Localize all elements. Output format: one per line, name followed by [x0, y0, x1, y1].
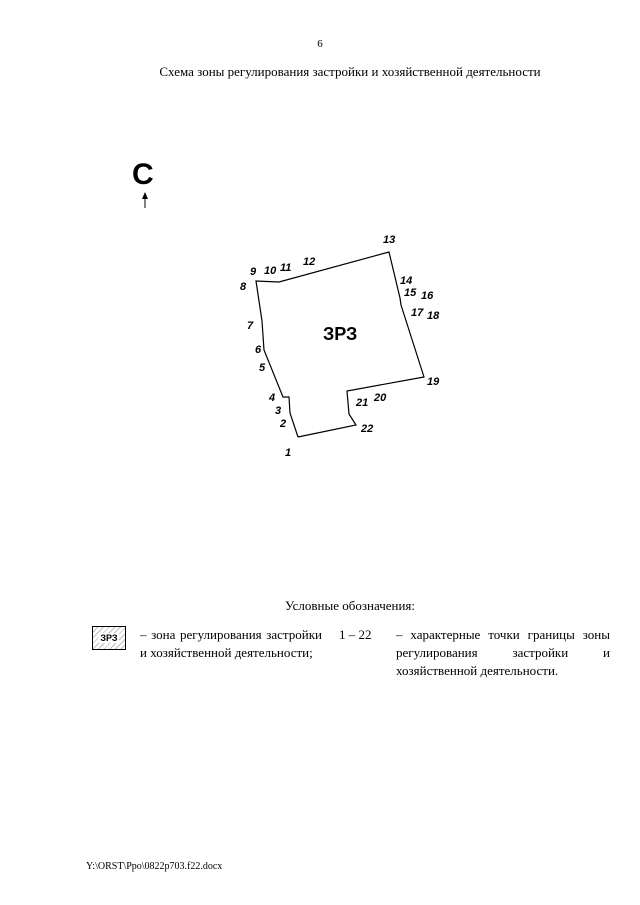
point-label-15: 15 [404, 287, 417, 299]
point-label-7: 7 [247, 320, 254, 332]
footer-file-path: Y:\ORST\Ppo\0822p703.f22.docx [86, 861, 223, 872]
point-label-18: 18 [427, 310, 440, 322]
point-label-9: 9 [250, 266, 257, 278]
point-label-11: 11 [280, 262, 292, 274]
point-label-2: 2 [280, 418, 287, 430]
point-label-13: 13 [383, 234, 396, 246]
point-label-8: 8 [240, 281, 247, 293]
point-label-19: 19 [427, 376, 440, 388]
legend-zone-swatch [92, 626, 126, 650]
zone-label: ЗРЗ [323, 324, 358, 344]
point-label-3: 3 [275, 405, 282, 417]
point-label-17: 17 [411, 307, 424, 319]
point-label-20: 20 [374, 392, 387, 404]
point-label-10: 10 [264, 265, 277, 277]
point-label-12: 12 [303, 256, 316, 268]
legend-zone-description: – зона регулирования застройки и хозяйственной деятельности; [140, 627, 322, 660]
point-label-21: 21 [356, 397, 369, 409]
point-label-4: 4 [269, 392, 276, 404]
point-label-16: 16 [421, 290, 434, 302]
north-label: С [132, 158, 154, 191]
point-label-22: 22 [361, 423, 374, 435]
zone-boundary [256, 252, 424, 437]
document-title: Схема зоны регулирования застройки и хозяйственной деятельности [159, 64, 541, 79]
point-label-14: 14 [400, 275, 413, 287]
legend-swatch-label: ЗРЗ [100, 633, 118, 643]
point-label-6: 6 [255, 344, 262, 356]
legend-points-description: – характерные точки границы зоны регулирования застройки и хозяйственной деятельности. [396, 627, 610, 678]
point-label-1: 1 [285, 447, 292, 459]
point-label-5: 5 [259, 362, 266, 374]
legend-points-range: 1 – 22 [339, 627, 372, 642]
page-number: 6 [317, 38, 323, 50]
legend-heading: Условные обозначения: [284, 598, 416, 613]
